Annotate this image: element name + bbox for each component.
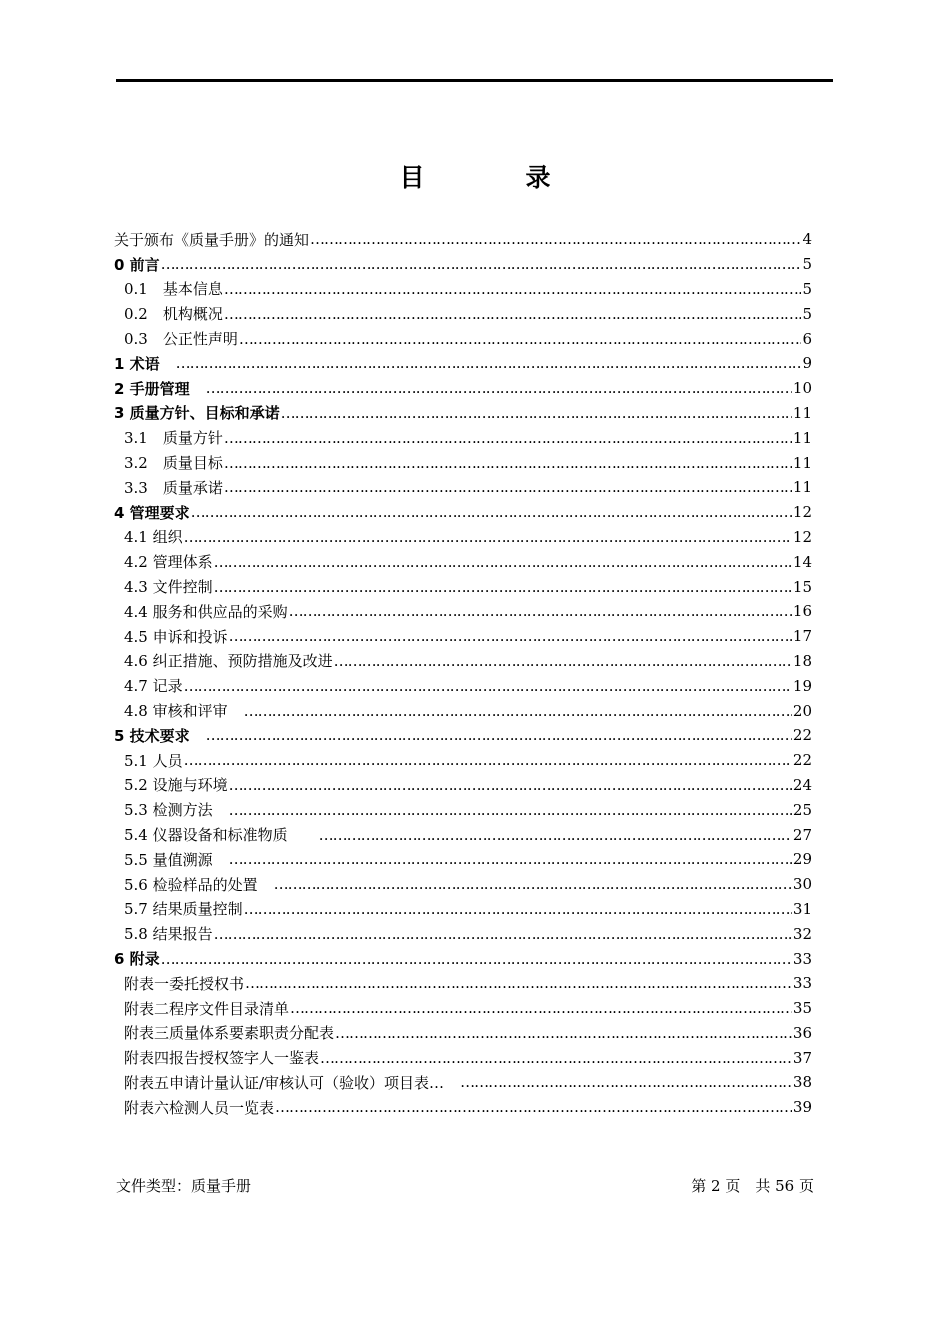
toc-leader-dots — [161, 950, 792, 968]
toc-entry[interactable] — [114, 1095, 812, 1120]
toc-entry-page: 5 — [802, 255, 812, 274]
toc-entry-page: 35 — [792, 999, 812, 1018]
toc-entry-label: 5.2 设施与环境 — [124, 776, 228, 795]
toc-leader-dots — [161, 255, 802, 273]
toc-entry-label: 3 质量方针、目标和承诺 — [114, 404, 280, 423]
toc-entry-page: 9 — [802, 354, 812, 373]
toc-entry[interactable] — [114, 921, 812, 946]
toc-leader-dots — [229, 850, 792, 868]
toc-leader-dots — [244, 900, 792, 918]
toc-leader-dots — [239, 330, 802, 348]
toc-leader-dots — [229, 776, 792, 794]
toc-entry[interactable] — [114, 797, 812, 822]
toc-entry-label: 附表三质量体系要素职责分配表 — [124, 1024, 335, 1043]
toc-entry[interactable] — [114, 673, 812, 698]
toc-leader-dots — [224, 305, 802, 323]
toc-entry[interactable] — [114, 301, 812, 326]
toc-leader-dots — [214, 578, 792, 596]
toc-entry-label: 5.5 量值溯源 — [124, 850, 228, 869]
toc-entry[interactable] — [114, 425, 812, 450]
toc-entry-label: 附表二程序文件目录清单 — [124, 999, 290, 1018]
toc-entry-page: 27 — [792, 825, 812, 844]
toc-entry-label: 3.2 质量目标 — [124, 454, 223, 473]
footer-doc-type: 文件类型：质量手册 — [116, 1177, 252, 1195]
toc-entry[interactable] — [114, 872, 812, 897]
toc-leader-dots — [245, 974, 792, 992]
toc-entry-page: 29 — [792, 850, 812, 869]
toc-entry[interactable] — [114, 549, 812, 574]
toc-entry-label: 4.8 审核和评审 — [124, 702, 243, 721]
toc-entry-label: 附表六检测人员一览表 — [124, 1098, 275, 1117]
toc-entry-page: 20 — [792, 701, 812, 720]
toc-leader-dots — [224, 454, 792, 472]
toc-entry-label: 4.7 记录 — [124, 677, 183, 696]
toc-leader-dots — [214, 553, 792, 571]
toc-leader-dots — [224, 280, 802, 298]
toc-leader-dots — [334, 652, 792, 670]
toc-entry-page: 5 — [802, 304, 812, 323]
toc-entry[interactable] — [114, 525, 812, 550]
toc-entry[interactable] — [114, 599, 812, 624]
toc-entry[interactable] — [114, 574, 812, 599]
toc-entry-label: 3.1 质量方针 — [124, 429, 223, 448]
toc-entry-label: 附表五申请计量认证/审核认可（验收）项目表… — [124, 1073, 460, 1092]
toc-entry[interactable] — [114, 252, 812, 277]
toc-entry-page: 11 — [792, 478, 812, 497]
toc-entry[interactable] — [114, 773, 812, 798]
toc-entry[interactable] — [114, 326, 812, 351]
toc-leader-dots — [244, 702, 792, 720]
header-rule — [116, 79, 833, 82]
footer-page-info: 第 2 页 共 56 页 — [691, 1177, 814, 1195]
toc-entry-label: 1 术语 — [114, 354, 175, 373]
toc-entry-page: 12 — [792, 503, 812, 522]
toc-entry-page: 39 — [792, 1098, 812, 1117]
toc-entry-page: 37 — [792, 1048, 812, 1067]
toc-leader-dots — [224, 429, 792, 447]
toc-entry[interactable] — [114, 996, 812, 1021]
toc-leader-dots — [460, 1073, 792, 1091]
toc-leader-dots — [229, 627, 792, 645]
toc-entry[interactable] — [114, 822, 812, 847]
toc-entry-page: 11 — [792, 453, 812, 472]
toc-leader-dots — [184, 677, 792, 695]
toc-entry[interactable] — [114, 698, 812, 723]
toc-entry-label: 0.1 基本信息 — [124, 280, 223, 299]
toc-entry[interactable] — [114, 401, 812, 426]
toc-leader-dots — [319, 826, 792, 844]
toc-leader-dots — [176, 354, 802, 372]
toc-entry[interactable] — [114, 351, 812, 376]
page-title: 目 录 — [399, 163, 589, 192]
toc-entry-label: 5 技术要求 — [114, 726, 205, 745]
toc-entry[interactable] — [114, 376, 812, 401]
toc-entry-label: 4 管理要求 — [114, 503, 190, 522]
toc-entry-label: 4.5 申诉和投诉 — [124, 627, 228, 646]
toc-leader-dots — [229, 801, 792, 819]
toc-leader-dots — [206, 726, 792, 744]
toc-entry-label: 4.4 服务和供应品的采购 — [124, 602, 288, 621]
toc-leader-dots — [289, 602, 792, 620]
toc-leader-dots — [184, 528, 792, 546]
toc-entry-label: 0 前言 — [114, 255, 160, 274]
toc-entry[interactable] — [114, 227, 812, 252]
toc-entry-page: 14 — [792, 552, 812, 571]
toc-entry[interactable] — [114, 748, 812, 773]
toc-leader-dots — [281, 404, 792, 422]
toc-entry-label: 5.8 结果报告 — [124, 925, 213, 944]
toc-entry-page: 25 — [792, 800, 812, 819]
toc-entry[interactable] — [114, 1045, 812, 1070]
toc-leader-dots — [320, 1049, 792, 1067]
toc-entry[interactable] — [114, 450, 812, 475]
toc-leader-dots — [206, 379, 792, 397]
toc-entry-label: 5.4 仪器设备和标准物质 — [124, 826, 318, 845]
toc-entry-page: 30 — [792, 875, 812, 894]
toc-entry-label: 5.6 检验样品的处置 — [124, 875, 273, 894]
toc-entry-label: 4.6 纠正措施、预防措施及改进 — [124, 652, 333, 671]
toc-entry-label: 2 手册管理 — [114, 379, 205, 398]
toc-leader-dots — [274, 875, 792, 893]
toc-entry-page: 10 — [792, 379, 812, 398]
toc-entry-label: 5.3 检测方法 — [124, 801, 228, 820]
toc-entry-label: 4.3 文件控制 — [124, 578, 213, 597]
toc-entry[interactable] — [114, 649, 812, 674]
toc-entry-page: 16 — [792, 602, 812, 621]
toc-entry-page: 11 — [792, 403, 812, 422]
toc-entry[interactable] — [114, 946, 812, 971]
toc-entry-label: 5.7 结果质量控制 — [124, 900, 243, 919]
toc-entry-label: 4.1 组织 — [124, 528, 183, 547]
toc-entry-page: 31 — [792, 899, 812, 918]
toc-entry-page: 17 — [792, 627, 812, 646]
toc-entry-page: 33 — [792, 974, 812, 993]
toc-entry-page: 22 — [792, 726, 812, 745]
table-of-contents — [114, 227, 812, 1120]
toc-entry[interactable] — [114, 971, 812, 996]
toc-entry[interactable] — [114, 1021, 812, 1046]
toc-entry[interactable] — [114, 723, 812, 748]
toc-entry-page: 18 — [792, 651, 812, 670]
toc-entry[interactable] — [114, 277, 812, 302]
toc-entry-page: 15 — [792, 577, 812, 596]
toc-entry-page: 5 — [802, 279, 812, 298]
toc-entry-page: 12 — [792, 527, 812, 546]
toc-leader-dots — [224, 478, 792, 496]
toc-leader-dots — [214, 925, 792, 943]
toc-leader-dots — [191, 503, 792, 521]
toc-entry-page: 19 — [792, 676, 812, 695]
toc-entry[interactable] — [114, 500, 812, 525]
toc-entry-label: 3.3 质量承诺 — [124, 478, 223, 497]
toc-leader-dots — [290, 999, 792, 1017]
toc-entry-label: 4.2 管理体系 — [124, 553, 213, 572]
toc-entry[interactable] — [114, 475, 812, 500]
toc-entry-page: 4 — [802, 230, 812, 249]
toc-entry-page: 38 — [792, 1073, 812, 1092]
toc-entry-page: 11 — [792, 428, 812, 447]
toc-entry-page: 22 — [792, 751, 812, 770]
toc-entry-label: 5.1 人员 — [124, 751, 183, 770]
toc-entry[interactable] — [114, 624, 812, 649]
toc-entry-page: 6 — [802, 329, 812, 348]
toc-entry-page: 24 — [792, 775, 812, 794]
toc-entry[interactable] — [114, 897, 812, 922]
toc-entry-label: 0.3 公正性声明 — [124, 330, 238, 349]
toc-entry-page: 33 — [792, 949, 812, 968]
toc-leader-dots — [335, 1024, 792, 1042]
toc-entry-label: 附表一委托授权书 — [124, 974, 245, 993]
toc-leader-dots — [184, 751, 792, 769]
toc-entry-label: 附表四报告授权签字人一鉴表 — [124, 1049, 320, 1068]
toc-leader-dots — [310, 230, 801, 248]
toc-entry-label: 关于颁布《质量手册》的通知 — [114, 230, 310, 249]
toc-entry[interactable] — [114, 1070, 812, 1095]
toc-entry-page: 32 — [792, 924, 812, 943]
toc-entry-label: 6 附录 — [114, 950, 160, 968]
toc-entry-label: 0.2 机构概况 — [124, 305, 223, 324]
toc-entry-page: 36 — [792, 1023, 812, 1042]
toc-entry[interactable] — [114, 847, 812, 872]
toc-leader-dots — [275, 1098, 792, 1116]
